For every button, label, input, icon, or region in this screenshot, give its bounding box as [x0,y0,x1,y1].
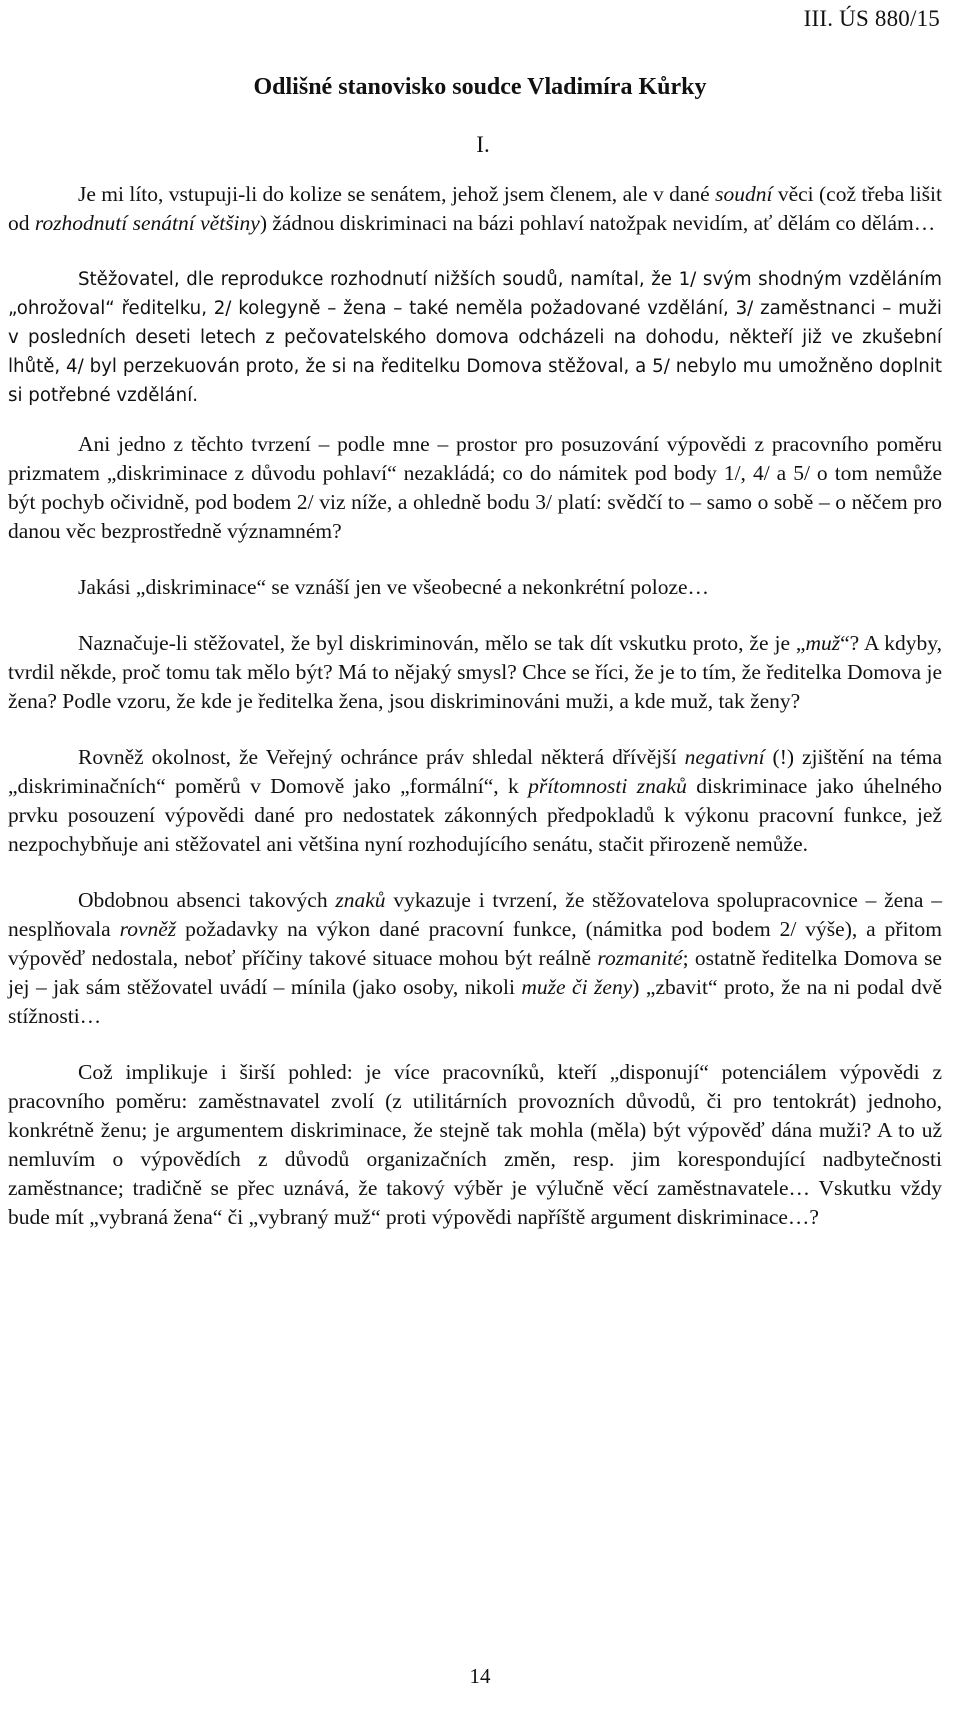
paragraph-7-emphasis: znaků [335,888,386,912]
paragraph-1-text: věci (což třeba lišit od [8,182,942,235]
paragraph-7-text: ; ostatně ředitelka Domova se jej – jak sám stěžovatel uvádí – mínila (jako osoby, nikoli [8,946,942,999]
page-number: 14 [469,1664,491,1688]
paragraph-6-text: diskriminace jako úhelného prvku posouzení výpovědi dané pro nedostatek zákonných předpokladů k výkonu pracovní funkce, jež nezpochybňuje ani stěžovatel ani většina nyní rozhodujícího senátu, stačit přirozeně nemůže. [8,774,942,856]
paragraph-1-emphasis: rozhodnutí senátní většiny [34,211,260,235]
paragraph-6-text: (!) zjištění na téma „diskriminačních“ poměrů v Domově jako „formální“, k [8,745,943,798]
paragraph-3: Ani jedno z těchto tvrzení – podle mne – prostor pro posuzování výpovědi z pracovního poměru prizmatem „diskriminace z důvodu pohlaví“ nezakládá; co do námitek pod body 1/, 4/ a 5/ o tom nemůže být pochyb očividně, pod bodem 2/ viz níže, a ohledně bodu 3/ platí: svědčí to – samo o sobě – o něčem pro danou věc bezprostředně významném? [8,432,942,543]
paragraph-1-text: ) žádnou diskriminaci na bázi pohlaví natožpak nevidím, ať dělám co dělám… [259,211,936,235]
paragraph-2: Stěžovatel, dle reprodukce rozhodnutí nižších soudů, namítal, že 1/ svým shodným vzděláním „ohrožoval“ ředitelku, 2/ kolegyně – žena – také neměla požadované vzdělání, 3/ zaměstnanci – muži v posledních deseti letech z pečovatelského domova odcházeli na dohodu, někteří již ve zkušební lhůtě, 4/ byl perzekuován proto, že si na ředitelku Domova stěžoval, a 5/ nebylo mu umožněno doplnit si potřebné vzdělání. [8,269,942,406]
paragraph-6 [8,743,942,859]
paragraph-1-emphasis: soudní [715,182,773,206]
case-reference: III. ÚS 880/15 [803,6,940,31]
section-numeral-text: I. [476,132,490,157]
paragraph-7-emphasis: muže či ženy [521,975,633,999]
paragraph-4: Jakási „diskriminace“ se vznáší jen ve všeobecné a nekonkrétní poloze… [78,575,710,599]
paragraph-7-text: ) „zbavit“ proto, že na ni podal dvě stížnosti… [8,975,942,1028]
paragraph-7-emphasis: rozmanité [597,946,683,970]
paragraph-5-emphasis: muž [805,631,841,655]
paragraph-5-text: “? A kdyby, tvrdil někde, proč tomu tak mělo být? Má to nějaký smysl? Chce se říci, že je to tím, že ředitelka Domova je žena? Podle vzoru, že kde je ředitelka žena, jsou diskriminováni muži, a kde muž, tak ženy? [8,631,943,713]
section-numeral [0,132,960,158]
paragraph-7-text: vykazuje i tvrzení, že stěžovatelova spolupracovnice – žena – nesplňovala [8,888,942,941]
paragraph-7-text: Obdobnou absenci takových [78,888,336,912]
paragraph-7-text: požadavky na výkon dané pracovní funkce, (námitka pod bodem 2/ výše), a přitom výpověď nedostala, neboť příčiny takové situace mohou být reálně [8,917,942,970]
document-title: Odlišné stanovisko soudce Vladimíra Kůrky [253,74,707,100]
paragraph-1-text: Je mi líto, vstupuji-li do kolize se senátem, jehož jsem členem, ale v dané [78,182,716,206]
paragraph-7 [8,886,942,1031]
paragraph-8: Což implikuje i širší pohled: je více pracovníků, kteří „disponují“ potenciálem výpovědi z pracovního poměru: zaměstnavatel zvolí (z utilitárních provozních důvodů, či pro tentokrát) jednoho, konkrétně ženu; je argumentem diskriminace, že stejně tak mohla (měla) být výpověď dána muži? A to už nemluvím o výpovědích z důvodů organizačních změn, resp. jim korespondující nadbytečnosti zaměstnance; tradičně se přec uznává, že takový výběr je výlučně věcí zaměstnavatele… Vskutku vždy bude mít „vybraná žena“ či „vybraný muž“ proti výpovědi napříště argument diskriminace…? [8,1060,942,1229]
paragraph-6-emphasis: negativní [684,745,765,769]
paragraph-6-text: Rovněž okolnost, že Veřejný ochránce práv shledal některá dřívější [78,745,685,769]
paragraph-7-emphasis: rovněž [119,917,177,941]
paragraph-5-text: Naznačuje-li stěžovatel, že byl diskriminován, mělo se tak dít vskutku proto, že je „ [78,631,806,655]
paragraph-6-emphasis: přítomnosti znaků [528,774,687,798]
paragraph-1 [8,180,942,238]
document-body [8,180,942,1259]
paragraph-5 [8,629,942,716]
